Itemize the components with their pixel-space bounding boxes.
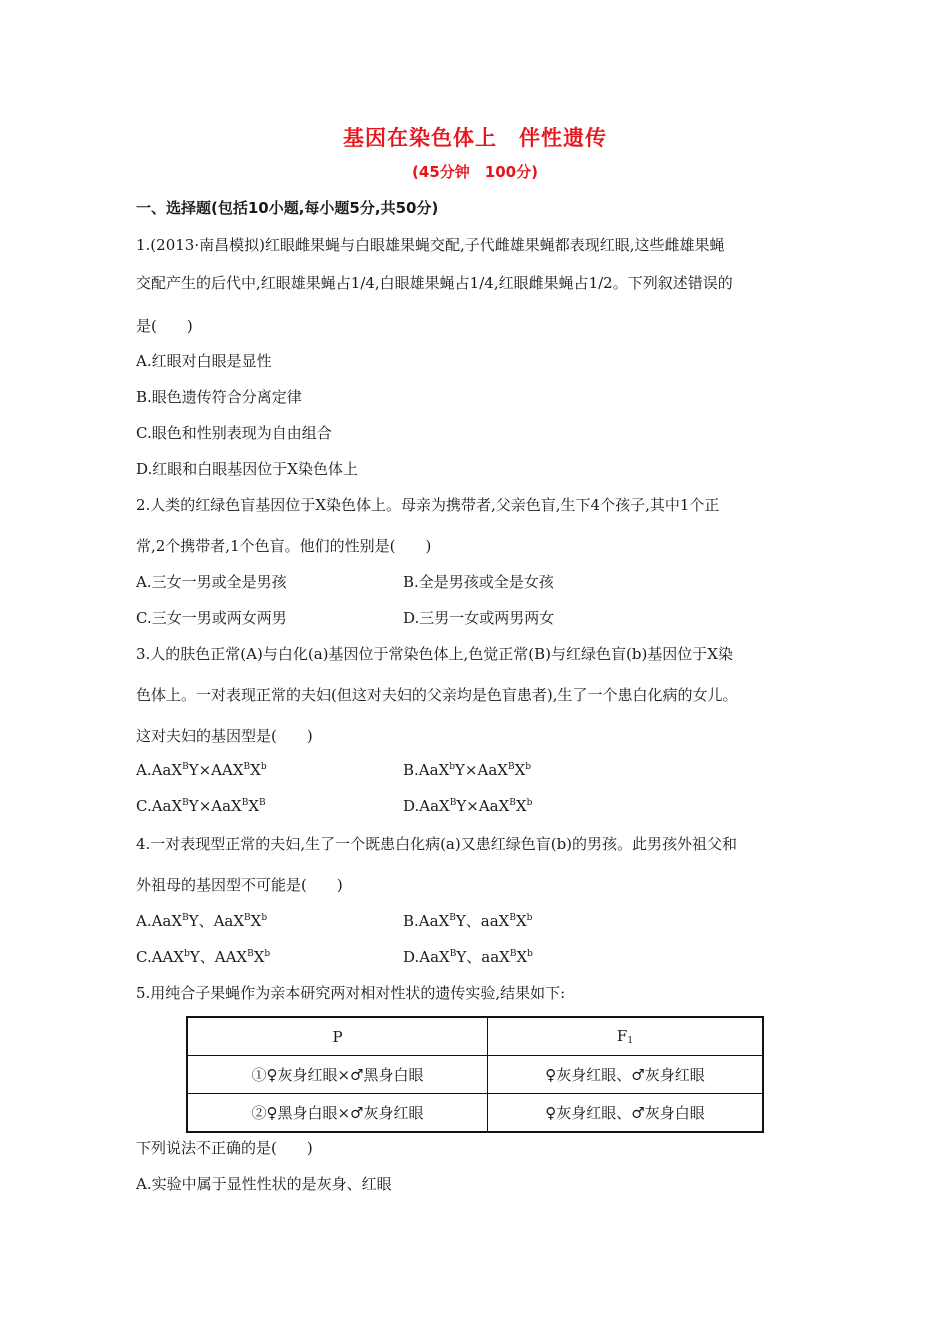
q1-option-b: B.眼色遗传符合分离定律 bbox=[136, 388, 302, 406]
header-f1: $F_1$ bbox=[488, 1017, 764, 1056]
q2-option-b: B.全是男孩或全是女孩 bbox=[403, 573, 554, 591]
q1-option-a: A.红眼对白眼是显性 bbox=[136, 352, 272, 370]
section-heading: 一、选择题(包括10小题,每小题5分,共50分) bbox=[136, 199, 439, 217]
q3-line-2: 色体上。一对表现正常的夫妇(但这对夫妇的父亲均是色盲患者),生了一个患白化病的女儿。 bbox=[136, 686, 738, 704]
q2-option-d: D.三男一女或两男两女 bbox=[403, 609, 555, 627]
q3-option-d: $D.AaX^BY\times AaX^BX^b$ bbox=[403, 797, 533, 815]
q1-line-3: 是( ) bbox=[136, 317, 193, 335]
q3-line-1: 3.人的肤色正常(A)与白化(a)基因位于常染色体上,色觉正常(B)与红绿色盲(b)基因位于X染 bbox=[136, 645, 733, 663]
q4-line-1: 4.一对表现型正常的夫妇,生了一个既患白化病(a)又患红绿色盲(b)的男孩。此男孩外祖父和 bbox=[136, 835, 738, 853]
page-title: 基因在染色体上 伴性遗传 bbox=[343, 126, 607, 150]
q5-line-1: 5.用纯合子果蝇作为亲本研究两对相对性状的遗传实验,结果如下: bbox=[136, 984, 566, 1002]
q4-option-b: B.AaX$^B$Y、$aaX^BX^b$ bbox=[403, 912, 533, 930]
table-cell: ①♀灰身红眼×♂黑身白眼 bbox=[187, 1056, 488, 1094]
q1-option-d: D.红眼和白眼基因位于X染色体上 bbox=[136, 460, 358, 478]
q5-line-2: 下列说法不正确的是( ) bbox=[136, 1139, 313, 1157]
experiment-table bbox=[186, 1016, 764, 1133]
q4-option-c: C.AAX$^b$Y、$AAX^BX^b$ bbox=[136, 948, 271, 966]
q2-line-1: 2.人类的红绿色盲基因位于X染色体上。母亲为携带者,父亲色盲,生下4个孩子,其中1个正 bbox=[136, 496, 720, 514]
q1-line-2: 交配产生的后代中,红眼雄果蝇占1/4,白眼雄果蝇占1/4,红眼雌果蝇占1/2。下列叙述错误的 bbox=[136, 274, 733, 292]
time-score-subtitle: (45分钟 100分) bbox=[412, 163, 538, 181]
q2-option-a: A.三女一男或全是男孩 bbox=[136, 573, 287, 591]
q1-option-c: C.眼色和性别表现为自由组合 bbox=[136, 424, 332, 442]
table-row bbox=[187, 1056, 763, 1094]
q2-option-c: C.三女一男或两女两男 bbox=[136, 609, 287, 627]
q3-option-c: $C.AaX^BY\times AaX^BX^B$ bbox=[136, 797, 266, 815]
q4-option-d: D.AaX$^B$Y、$aaX^BX^b$ bbox=[403, 948, 533, 966]
q1-line-1: 1.(2013·南昌模拟)红眼雌果蝇与白眼雄果蝇交配,子代雌雄果蝇都表现红眼,这些雌雄果蝇 bbox=[136, 236, 725, 254]
table-cell: ②♀黑身白眼×♂灰身红眼 bbox=[187, 1094, 488, 1133]
q2-line-2: 常,2个携带者,1个色盲。他们的性别是( ) bbox=[136, 537, 432, 555]
q3-option-a: $A.AaX^BY\times AAX^BX^b$ bbox=[136, 761, 267, 779]
table-row bbox=[187, 1094, 763, 1133]
q3-option-b: $B.AaX^bY\times AaX^BX^b$ bbox=[403, 761, 532, 779]
q4-option-a: A.AaX$^B$Y、$AaX^BX^b$ bbox=[136, 912, 268, 930]
q4-line-2: 外祖母的基因型不可能是( ) bbox=[136, 876, 343, 894]
header-p: P bbox=[187, 1017, 488, 1056]
table-cell: ♀灰身红眼、♂灰身红眼 bbox=[488, 1056, 764, 1094]
q3-line-3: 这对夫妇的基因型是( ) bbox=[136, 727, 313, 745]
table-header-row bbox=[187, 1017, 763, 1056]
q5-option-a: A.实验中属于显性性状的是灰身、红眼 bbox=[136, 1175, 392, 1193]
table-cell: ♀灰身红眼、♂灰身白眼 bbox=[488, 1094, 764, 1133]
